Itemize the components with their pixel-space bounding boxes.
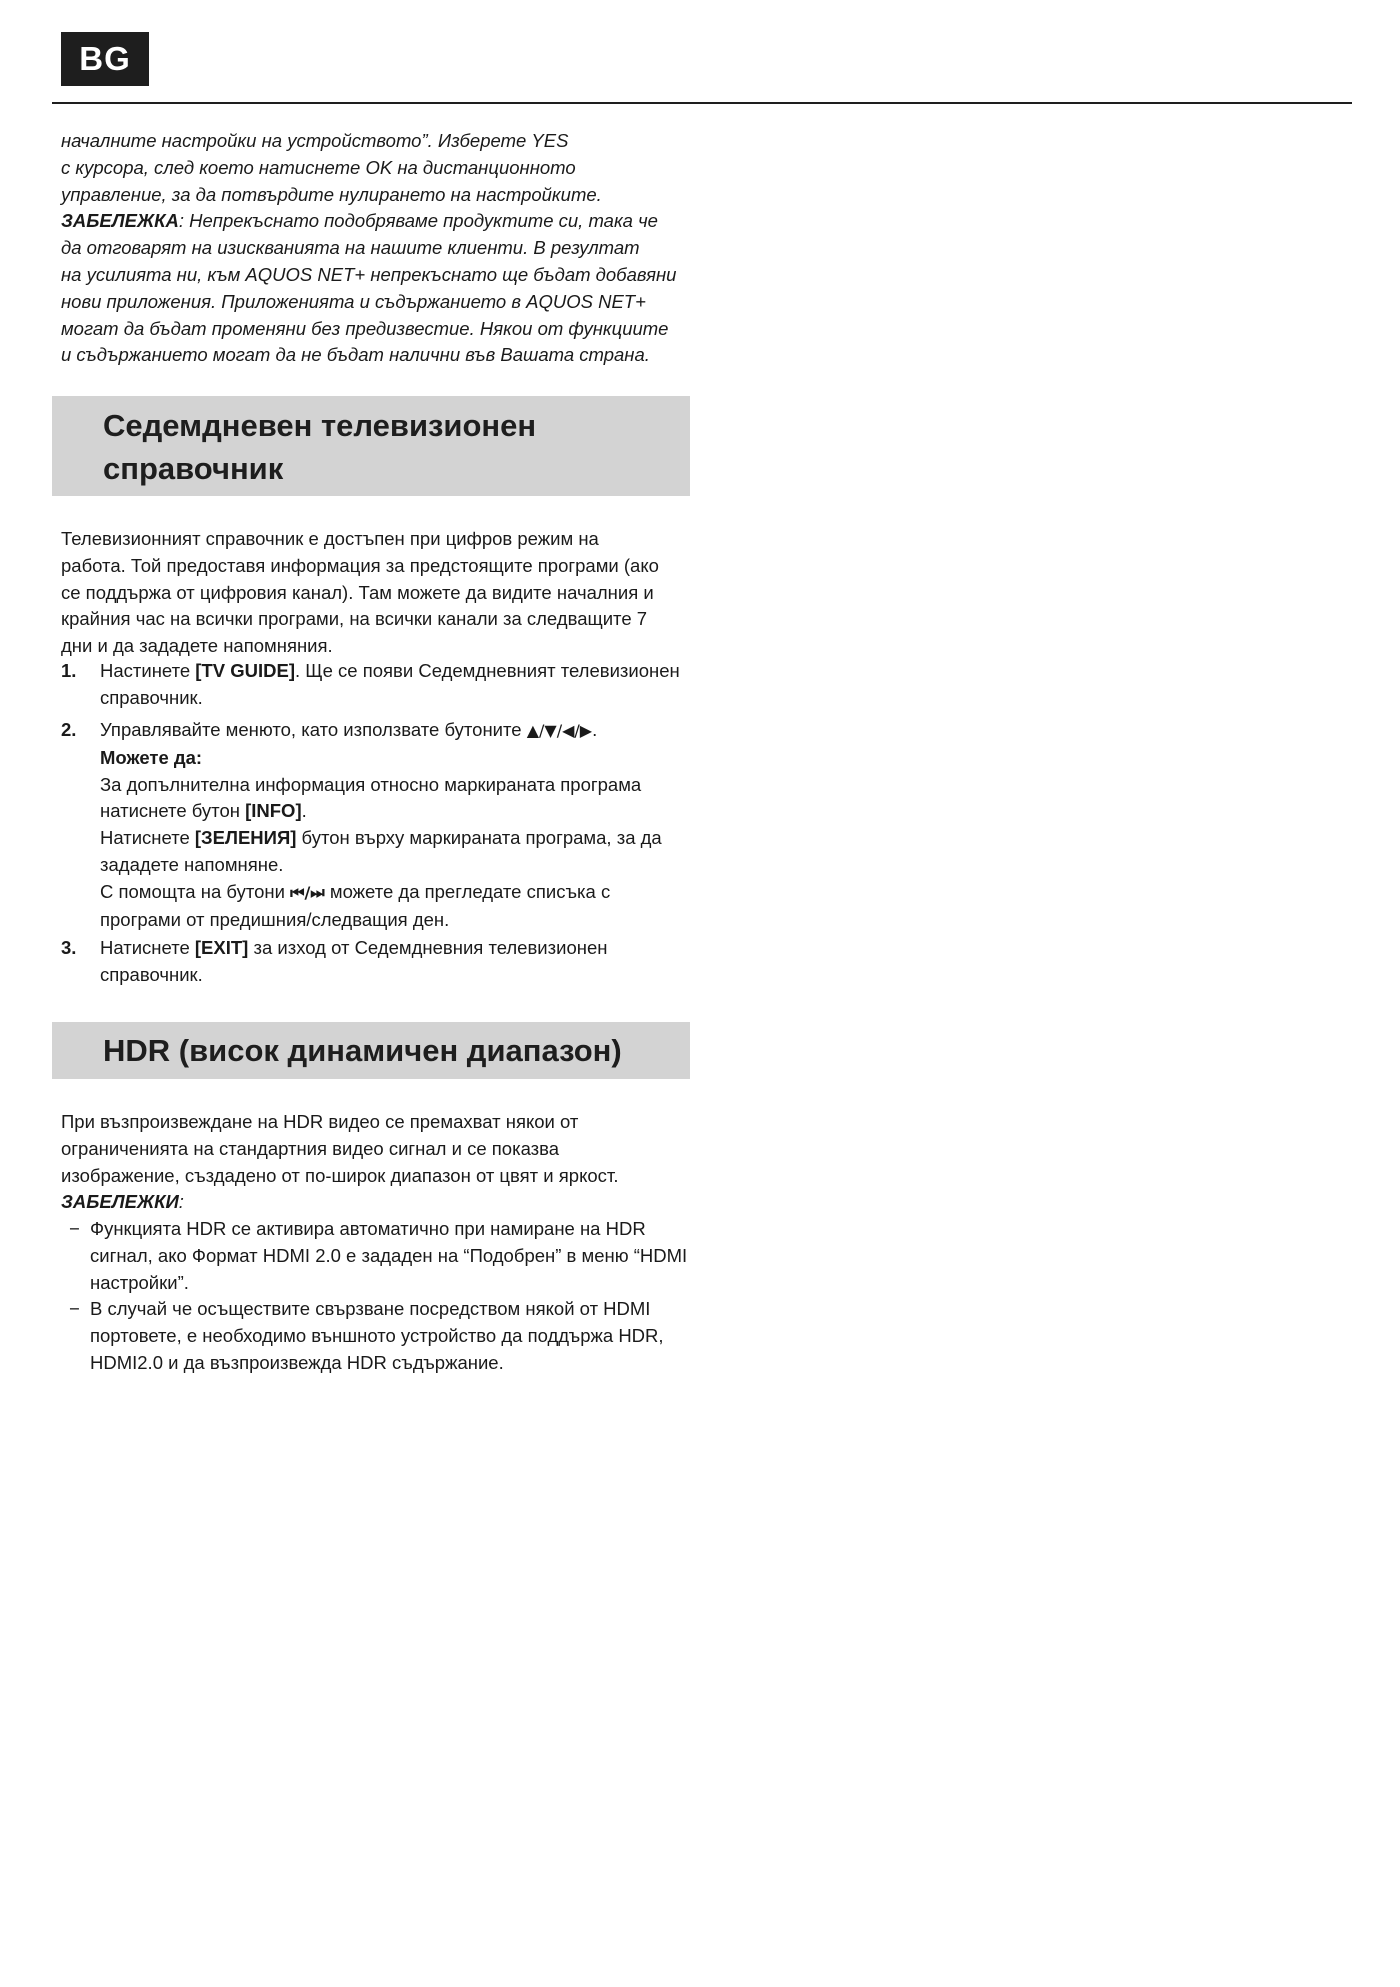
arrow-keys-icon: ▲/▼/◀/▶ [526,721,593,740]
step-line [100,798,701,825]
section-heading-hdr: HDR (висок динамичен диапазон) [52,1022,690,1079]
step-text: Натиснете [100,937,195,958]
step-item [61,935,701,989]
note-line: да отговарят на изискванията на нашите клиенти. В резултат [61,237,640,259]
intro-line: началните настройки на устройството”. Изберете YES [61,130,569,151]
can-label: Можете да: [100,746,203,768]
heading-line: справочник [103,451,284,486]
step-number: 3. [61,937,77,958]
note-line: В случай че осъществите свързване посредством някой от HDMI [90,1298,651,1320]
step-line: справочник. [100,963,203,985]
header-divider [52,102,1352,104]
step-1 [61,658,701,712]
note-first-line [61,208,691,235]
step-number: 2. [61,719,77,740]
step-text: можете да прегледате списъка с [324,880,611,902]
step-text: С помощта на бутони [100,880,291,902]
intro-continued-text [61,128,691,369]
dash-bullet: − [69,1298,80,1320]
step-line [100,935,701,962]
paragraph-line: дни и да зададете напомняния. [61,635,333,657]
step-text: . [592,719,598,740]
step-text: бутон върху маркираната програма, за да [296,827,662,849]
note-line: портовете, е необходимо външното устройство да поддържа HDR, [90,1325,664,1347]
step-text: Управлявайте менюто, като използвате бутоните [100,719,522,740]
paragraph-line: При възпроизвеждане на HDR видео се премахват някои от [61,1111,579,1132]
step-number: 1. [61,660,77,681]
note-line: Функцията HDR се активира автоматично при намиране на HDR [90,1218,646,1239]
step-line [100,658,701,685]
note-label: ЗАБЕЛЕЖКА [61,210,179,232]
language-badge: BG [61,32,149,86]
note-line: HDMI2.0 и да възпроизвежда HDR съдържание. [90,1351,504,1373]
notes-heading [61,1189,691,1216]
note-item [61,1296,701,1376]
hdr-intro-paragraph [61,1109,691,1216]
note-text: : Непрекъснато подобряваме продуктите си, така че [178,210,658,232]
step-line [100,717,701,745]
step-line: За допълнителна информация относно маркираната програма [100,773,642,795]
paragraph-line: работа. Той предоставя информация за предстоящите програми (ако [61,554,659,576]
step-2 [61,717,701,933]
note-item [61,1216,701,1296]
step-text: за изход от Седемдневния телевизионен [248,937,608,958]
key-exit: [EXIT] [194,937,249,958]
intro-line: с курсора, след което натиснете OK на дистанционното [61,156,576,178]
key-green: [ЗЕЛЕНИЯ] [194,827,297,849]
step-text: . Ще се появи Седемдневният телевизионен [295,660,680,681]
note-line: и съдържанието могат да не бъдат налични във Вашата страна. [61,344,650,366]
tv-guide-intro-paragraph [61,526,691,660]
paragraph-line: крайния час на всички програми, на всички канали за следващите 7 [61,608,648,630]
step-text: натиснете бутон [100,800,246,822]
key-tv-guide: [TV GUIDE] [195,660,295,681]
dash-bullet: − [69,1218,80,1239]
note-line: настройки”. [90,1271,189,1293]
note-line: могат да бъдат променяни без предизвестие. Някои от функциите [61,317,669,339]
step-line: зададете напомняне. [100,853,284,875]
paragraph-line: ограниченията на стандартния видео сигнал и се показва [61,1137,560,1159]
step-line: програми от предишния/следващия ден. [100,908,450,930]
key-info: [INFO] [245,800,302,822]
step-item [61,658,701,712]
note-line: на усилията ни, към AQUOS NET+ непрекъснато ще бъдат добавяни [61,263,677,285]
step-3 [61,935,701,989]
intro-line: управление, за да потвърдите нулирането на настройките. [61,183,602,205]
paragraph-line: се поддържа от цифровия канал). Там можете да видите началния и [61,581,654,603]
note-line: сигнал, ако Формат HDMI 2.0 е зададен на “Подобрен” в меню “HDMI [90,1244,688,1266]
step-line [100,825,701,852]
notes-colon: : [178,1191,184,1213]
step-line: справочник. [100,686,203,708]
step-text: Натиснете [100,827,195,849]
heading-line: Седемдневен телевизионен [103,408,537,443]
step-line [100,879,701,907]
note-line: нови приложения. Приложенията и съдържанието в AQUOS NET+ [61,290,646,312]
step-item [61,717,701,933]
section-heading-tv-guide [52,396,690,496]
step-text: Настинете [100,660,196,681]
paragraph-line: изображение, създадено от по-широк диапазон от цвят и яркост. [61,1164,619,1186]
hdr-notes-list [61,1216,701,1377]
skip-prev-next-icon: ⏮/⏭ [290,882,325,902]
paragraph-line: Телевизионният справочник е достъпен при цифров режим на [61,528,599,549]
step-text: . [301,800,307,822]
notes-label: ЗАБЕЛЕЖКИ [61,1191,179,1213]
